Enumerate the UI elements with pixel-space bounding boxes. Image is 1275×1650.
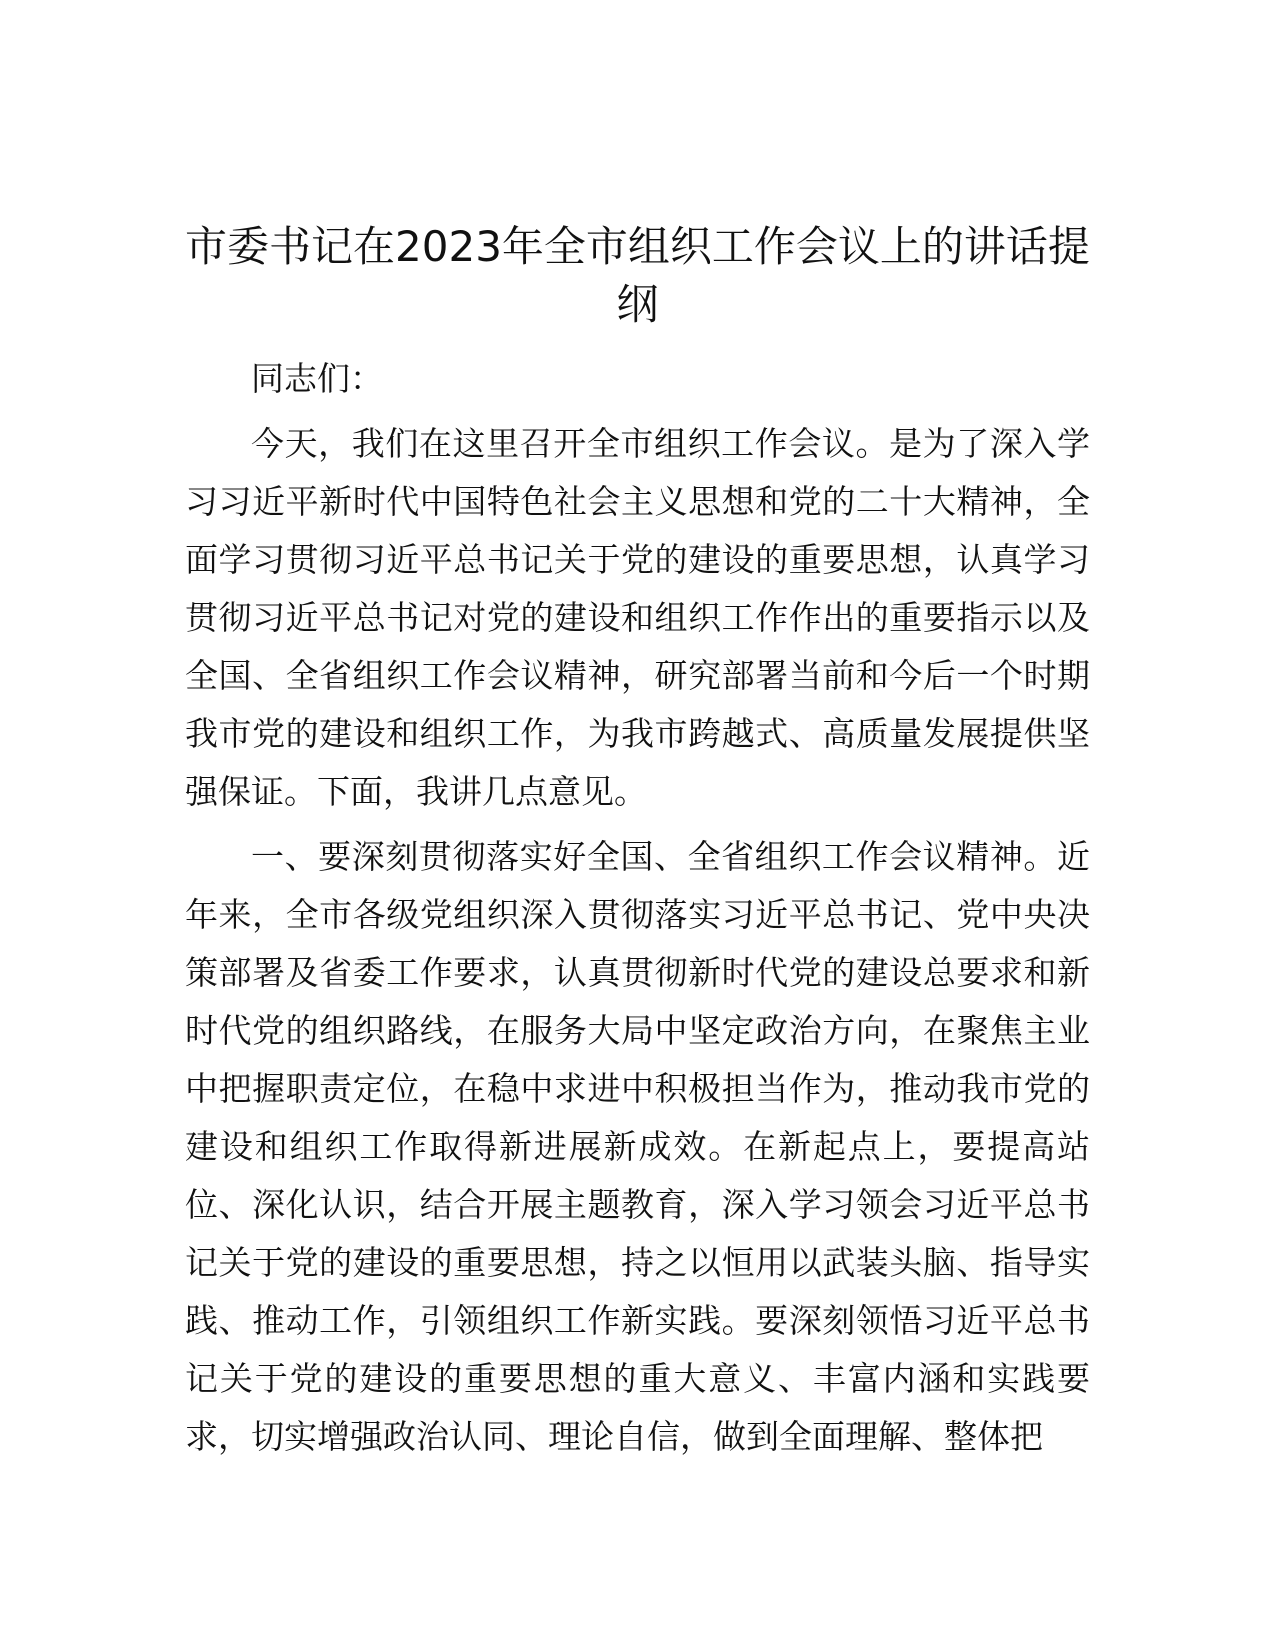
paragraph-intro: 今天，我们在这里召开全市组织工作会议。是为了深入学习习近平新时代中国特色社会主义思想和党的二十大精神，全面学习贯彻习近平总书记关于党的建设的重要思想，认真学习贯彻习近平总书记对党的建设和组织工作作出的重要指示以及全国、全省组织工作会议精神，研究部署当前和今后一个时期我市党的建设和组织工作，为我市跨越式、高质量发展提供坚强保证。下面，我讲几点意见。 xyxy=(185,424,1090,811)
paragraph-section-one: 一、要深刻贯彻落实好全国、全省组织工作会议精神。近年来，全市各级党组织深入贯彻落实习近平总书记、党中央决策部署及省委工作要求，认真贯彻新时代党的建设总要求和新时代党的组织路线，在服务大局中坚定政治方向，在聚焦主业中把握职责定位，在稳中求进中积极担当作为，推动我市党的建设和组织工作取得新进展新成效。在新起点上，要提高站位、深化认识，结合开展主题教育，深入学习领会习近平总书记关于党的建设的重要思想，持之以恒用以武装头脑、指导实践、推动工作，引领组织工作新实践。要深刻领悟习近平总书记关于党的建设的重要思想的重大意义、丰富内涵和实践要求，切实增强政治认同、理论自信，做到全面理解、整体把 xyxy=(185,837,1090,1456)
salutation: 同志们： xyxy=(251,359,383,398)
document-title: 市委书记在2023年全市组织工作会议上的讲话提纲 xyxy=(185,222,1090,329)
document-body xyxy=(185,350,1090,1466)
